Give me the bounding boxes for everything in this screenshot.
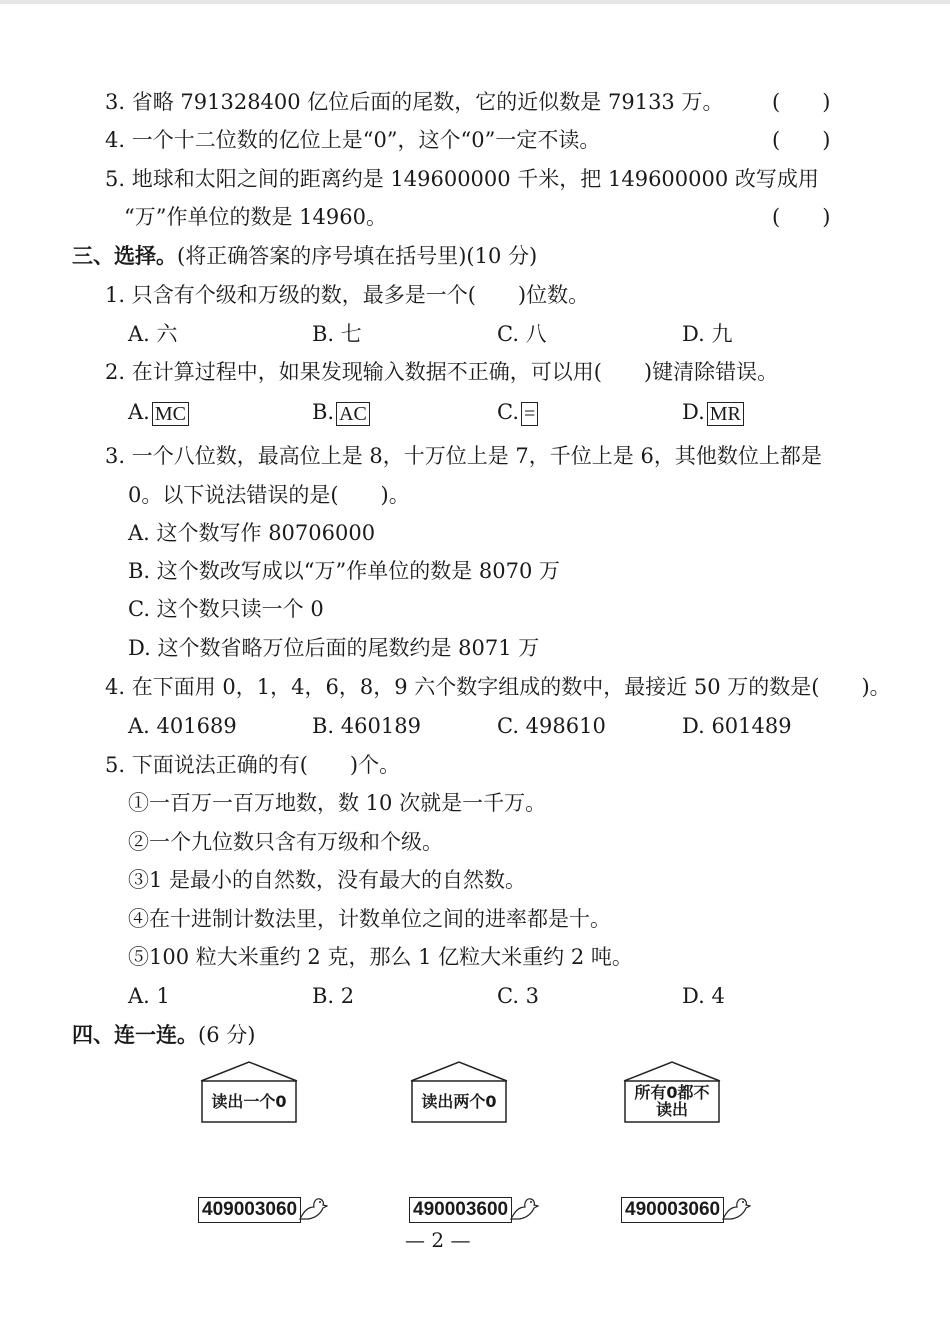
page-number: — 2 — — [405, 1228, 471, 1252]
number-card-2[interactable] — [409, 1193, 539, 1223]
q5-option-c[interactable]: C. 3 — [497, 984, 540, 1008]
answer-paren[interactable]: ( ) — [772, 90, 831, 114]
number-card-3[interactable] — [621, 1193, 751, 1223]
house-label: 所有0都不读出 — [634, 1083, 710, 1119]
equals-key: = — [521, 402, 538, 426]
question-4: 4. 在下面用 0，1，4，6，8，9 六个数字组成的数中，最接近 50 万的数是( )。 — [105, 675, 891, 699]
q5-statement-4: ④在十进制计数法里，计数单位之间的进率都是十。 — [128, 907, 611, 931]
judge-item-5: 5. 地球和太阳之间的距离约是 149600000 千米，把 149600000 改写成用 — [105, 167, 819, 191]
q2-option-b[interactable]: B. AC — [312, 398, 370, 426]
number-value: 409003060 — [198, 1197, 301, 1223]
q5-option-d[interactable]: D. 4 — [682, 984, 725, 1008]
house-read-two-zeros[interactable] — [409, 1060, 509, 1124]
q4-option-a[interactable]: A. 401689 — [128, 714, 237, 738]
judge-item-5-cont: “万”作单位的数是 14960。 — [124, 205, 387, 229]
q1-option-d[interactable]: D. 九 — [682, 322, 733, 346]
q3-option-b[interactable]: B. 这个数改写成以“万”作单位的数是 8070 万 — [128, 559, 561, 583]
house-label: 读出一个0 — [211, 1091, 287, 1111]
section-4-title: 四、连一连。 — [72, 1022, 198, 1047]
q4-option-b[interactable]: B. 460189 — [312, 714, 421, 738]
q5-statement-1: ①一百万一百万地数，数 10 次就是一千万。 — [128, 791, 547, 815]
mc-key: MC — [152, 402, 189, 426]
house-no-zero-read[interactable] — [622, 1060, 722, 1124]
question-5: 5. 下面说法正确的有( )个。 — [105, 753, 401, 777]
answer-paren[interactable]: ( ) — [772, 205, 831, 229]
q1-option-c[interactable]: C. 八 — [497, 322, 547, 346]
number-card-1[interactable] — [198, 1193, 328, 1223]
q5-statement-5: ⑤100 粒大米重约 2 克，那么 1 亿粒大米重约 2 吨。 — [128, 945, 633, 969]
q1-option-b[interactable]: B. 七 — [312, 322, 362, 346]
q4-option-d[interactable]: D. 601489 — [682, 714, 792, 738]
bird-icon — [298, 1193, 328, 1223]
q5-option-a[interactable]: A. 1 — [128, 984, 170, 1008]
q3-option-c[interactable]: C. 这个数只读一个 0 — [128, 597, 324, 621]
question-3-cont: 0。以下说法错误的是( )。 — [128, 483, 410, 507]
question-2: 2. 在计算过程中，如果发现输入数据不正确，可以用( )键清除错误。 — [105, 360, 779, 384]
section-3-title: 三、选择。 — [72, 243, 177, 268]
section-3-note: (将正确答案的序号填在括号里)(10 分) — [177, 244, 538, 268]
q5-option-b[interactable]: B. 2 — [312, 984, 355, 1008]
q3-option-d[interactable]: D. 这个数省略万位后面的尾数约是 8071 万 — [128, 636, 540, 660]
top-border — [0, 0, 950, 4]
mr-key: MR — [707, 402, 744, 426]
q5-statement-2: ②一个九位数只含有万级和个级。 — [128, 830, 443, 854]
question-1: 1. 只含有个级和万级的数，最多是一个( )位数。 — [105, 283, 590, 307]
judge-item-3: 3. 省略 791328400 亿位后面的尾数，它的近似数是 79133 万。 — [105, 90, 724, 114]
section-4-note: (6 分) — [198, 1023, 256, 1047]
ac-key: AC — [336, 402, 370, 426]
judge-item-4: 4. 一个十二位数的亿位上是“0”，这个“0”一定不读。 — [105, 128, 601, 152]
q5-statement-3: ③1 是最小的自然数，没有最大的自然数。 — [128, 868, 527, 892]
bird-icon — [509, 1193, 539, 1223]
question-3: 3. 一个八位数，最高位上是 8，十万位上是 7，千位上是 6，其他数位上都是 — [105, 444, 822, 468]
bird-icon — [721, 1193, 751, 1223]
number-value: 490003600 — [409, 1197, 512, 1223]
q2-option-c[interactable]: C. = — [497, 398, 538, 426]
section-4-heading — [72, 1021, 255, 1049]
answer-paren[interactable]: ( ) — [772, 128, 831, 152]
section-3-heading — [72, 242, 537, 270]
q3-option-a[interactable]: A. 这个数写作 80706000 — [128, 521, 376, 545]
q2-option-a[interactable]: A. MC — [128, 398, 189, 426]
house-read-one-zero[interactable] — [199, 1060, 299, 1124]
q4-option-c[interactable]: C. 498610 — [497, 714, 606, 738]
house-label: 读出两个0 — [421, 1091, 497, 1111]
number-value: 490003060 — [621, 1197, 724, 1223]
q2-option-d[interactable]: D. MR — [682, 398, 744, 426]
q1-option-a[interactable]: A. 六 — [128, 322, 178, 346]
